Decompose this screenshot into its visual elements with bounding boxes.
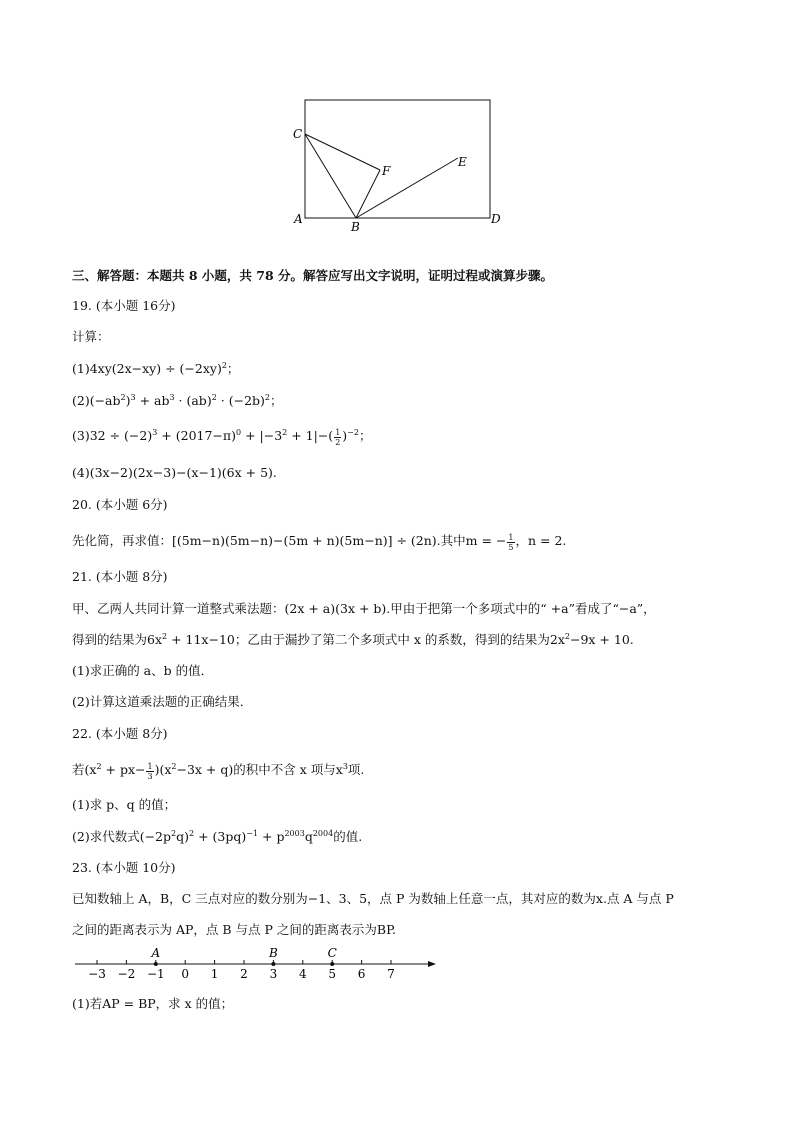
number-line xyxy=(0,944,794,994)
q22-fraction: $\frac{1}{3}$ xyxy=(147,762,153,781)
number-line-point-label: B xyxy=(268,946,278,960)
number-line-tick-label: 0 xyxy=(181,967,190,981)
q19-part2: $(2)(-ab^2)^3 + ab^3 \cdot (ab)^2 \cdot (-2b)^2$； xyxy=(72,393,283,408)
q20-text: 先化简，再求值：[(5m−n)(5m−n)−(5m + n)(5m−n)] ÷ (2n).其中m = − $\frac{1}{5}$ ，n = 2. xyxy=(72,533,567,552)
label-d: D xyxy=(491,212,501,226)
q23-line2: 之间的距离表示为 AP，点 B 与点 P 之间的距离表示为BP. xyxy=(72,922,396,937)
q23-part1: (1)若AP = BP，求 x 的值； xyxy=(72,996,234,1011)
q23-title: 23. (本小题 10分) xyxy=(72,860,176,875)
q19-part1: $(1)4xy(2x-xy) \div (-2xy)^2$； xyxy=(72,361,240,376)
label-e: E xyxy=(458,155,467,169)
q19-fraction: $\frac{1}{2}$ xyxy=(335,428,341,447)
number-line-tick-label: 6 xyxy=(357,967,366,981)
q20-fraction: $\frac{1}{5}$ xyxy=(508,533,514,552)
q22-part1: (1)求 p、q 的值； xyxy=(72,797,177,812)
label-b: B xyxy=(351,220,360,234)
q19-part4: (4)(3x−2)(2x−3)−(x−1)(6x + 5). xyxy=(72,465,277,480)
q21-part1: (1)求正确的 a、b 的值． xyxy=(72,663,214,678)
number-line-point xyxy=(330,962,334,966)
q19-part3: $(3)32 \div (-2)^3 + (2017-\pi)^0 + |-3^2 + 1|-$( $\frac{1}{2}$ )$^{-2}$； xyxy=(72,428,372,447)
number-line-arrow xyxy=(428,961,436,967)
label-f: F xyxy=(382,164,391,178)
number-line-tick-label: 4 xyxy=(298,967,307,981)
number-line-point xyxy=(271,962,275,966)
number-line-tick-label: −3 xyxy=(88,967,106,981)
number-line-point-label: C xyxy=(327,946,337,960)
section-header: 三、解答题：本题共 8 小题，共 78 分。解答应写出文字说明，证明过程或演算步骤。 xyxy=(72,268,554,283)
geometry-figure xyxy=(0,0,794,240)
label-c: C xyxy=(293,127,303,141)
q22-part2: (2)求代数式$(-2p^2q)^2 + (3pq)^{-1} + p^{2003}q^{2004}$的值. xyxy=(72,829,363,844)
q19-intro: 计算： xyxy=(72,329,110,344)
q23-line1: 已知数轴上 A，B，C 三点对应的数分别为−1、3、5，点 P 为数轴上任意一点，其对应的数为x.点 A 与点 P xyxy=(72,891,674,906)
number-line-tick-label: −2 xyxy=(117,967,136,981)
q19-title: 19. (本小题 16分) xyxy=(72,298,176,313)
q22-line: 若($x^2 + px-$ $\frac{1}{3}$ )$(x^2-3x + q)$的积中不含 x 项与$x^3$项. xyxy=(72,762,365,781)
number-line-tick-label: 2 xyxy=(240,967,248,981)
number-line-tick-label: 1 xyxy=(210,967,219,981)
label-a: A xyxy=(294,212,303,226)
q20-title: 20. (本小题 6分) xyxy=(72,497,168,512)
number-line-tick-label: −1 xyxy=(146,967,165,981)
q21-title: 21. (本小题 8分) xyxy=(72,569,168,584)
q21-line1: 甲、乙两人共同计算一道整式乘法题：(2x + a)(3x + b).甲由于把第一个多项式中的“ +a”看成了“−a”， xyxy=(72,601,656,616)
q21-part2: (2)计算这道乘法题的正确结果． xyxy=(72,694,253,709)
number-line-point-label: A xyxy=(151,946,161,960)
number-line-point xyxy=(154,962,158,966)
q21-line2: 得到的结果为$6x^2 + 11x-10$；乙由于漏抄了第二个多项式中 x 的系数，得到的结果为$2x^2-9x + 10$. xyxy=(72,632,634,647)
number-line-tick-label: 3 xyxy=(269,967,278,981)
number-line-tick-label: 7 xyxy=(387,967,395,981)
q22-title: 22. (本小题 8分) xyxy=(72,726,168,741)
number-line-tick-label: 5 xyxy=(328,967,337,981)
